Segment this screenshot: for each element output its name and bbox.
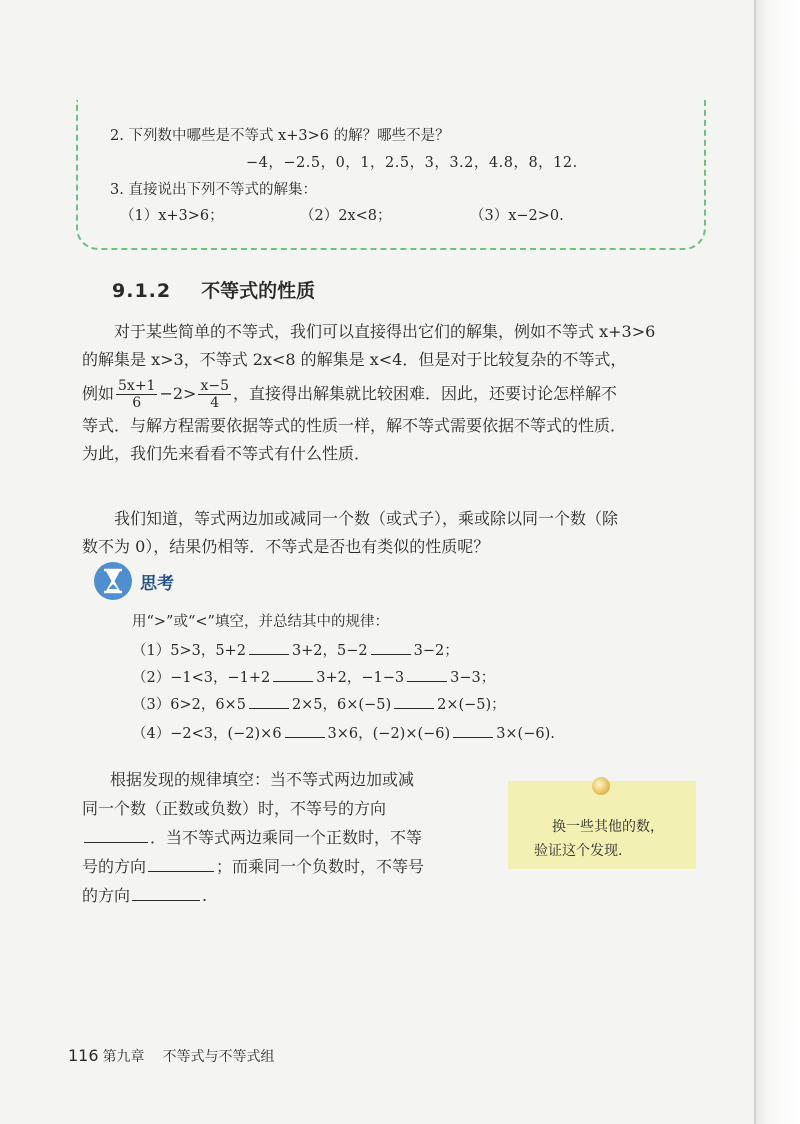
exercise-box: [76, 100, 706, 250]
fraction-denominator: 4: [210, 395, 220, 411]
section-number: 9.1.2: [112, 280, 172, 302]
text-fragment: 3×(−6).: [496, 726, 555, 742]
chapter-title: 不等式与不等式组: [162, 1049, 275, 1065]
fill-blank[interactable]: [371, 642, 411, 655]
fill-in-line: 根据发现的规律填空：当不等式两边加或减: [110, 770, 415, 789]
think-item: [132, 722, 555, 743]
fill-blank[interactable]: [285, 725, 325, 738]
text-fragment: ．当不等式两边乘同一个正数时，不等: [150, 828, 423, 847]
text-fragment: （2）−1<3，−1+2: [132, 670, 271, 686]
text-fragment: （1）5>3，5+2: [132, 643, 246, 659]
sticky-note: [508, 781, 696, 869]
fill-blank[interactable]: [132, 886, 200, 901]
fill-blank[interactable]: [453, 725, 493, 738]
fill-in-line: 同一个数（正数或负数）时，不等号的方向: [82, 799, 387, 818]
exercise-3-item: （3）x−2>0.: [470, 208, 564, 224]
page-footer: [68, 1046, 275, 1066]
think-item: [132, 639, 459, 660]
fill-blank[interactable]: [249, 696, 289, 709]
think-item: [132, 693, 506, 714]
note-line: 换一些其他的数，: [552, 819, 664, 835]
think-item: [132, 666, 495, 687]
think-hourglass-icon: [94, 562, 132, 600]
fraction: [116, 378, 157, 411]
fill-in-line: [82, 853, 424, 881]
fraction-numerator: 5x+1: [118, 378, 156, 394]
body-paragraph-line: 的解集是 x>3，不等式 2x<8 的解集是 x<4．但是对于比较复杂的不等式，: [82, 350, 627, 369]
text-fragment: 3+2，5−2: [291, 643, 368, 659]
fraction-denominator: 6: [132, 395, 142, 411]
text-fragment: 3+2，−1−3: [316, 670, 405, 686]
think-title: 思考: [140, 574, 174, 594]
exercise-3: 3. 直接说出下列不等式的解集：: [110, 182, 317, 198]
exercise-3-item: （1）x+3>6；: [120, 208, 224, 224]
body-paragraph-line: 对于某些简单的不等式，我们可以直接得出它们的解集，例如不等式 x+3>6: [114, 322, 656, 341]
page-number: 116: [68, 1046, 99, 1065]
section-heading: [112, 276, 315, 303]
text-fragment: 2×5，6×(−5): [291, 697, 392, 713]
text-fragment: （3）6>2，6×5: [132, 697, 246, 713]
text-fragment: 3−3；: [450, 670, 496, 686]
text-fragment: ，直接得出解集就比较困难．因此，还要讨论怎样解不: [233, 384, 618, 403]
fill-blank[interactable]: [407, 669, 447, 682]
exercise-3-item: （2）2x<8；: [300, 208, 392, 224]
fraction-numerator: x−5: [200, 378, 230, 394]
text-fragment: 3×6，(−2)×(−6): [327, 726, 451, 742]
text-fragment: −2>: [159, 384, 197, 403]
section-title: 不等式的性质: [201, 280, 316, 302]
note-text: [534, 815, 664, 863]
fill-blank[interactable]: [84, 828, 148, 843]
text-fragment: 例如: [82, 384, 115, 403]
exercise-2: 2. 下列数中哪些是不等式 x+3>6 的解？哪些不是？: [110, 128, 450, 144]
fill-blank[interactable]: [148, 857, 214, 872]
body-paragraph-line: 为此，我们先来看看不等式有什么性质．: [82, 444, 371, 463]
think-intro: 用“>”或“<”填空，并总结其中的规律：: [132, 614, 389, 630]
text-fragment: 2×(−5)；: [437, 697, 506, 713]
chapter-label: 第九章: [102, 1049, 145, 1065]
text-fragment: 3−2；: [413, 643, 459, 659]
exercise-3-items: [120, 204, 680, 225]
page-edge: [754, 0, 800, 1124]
fill-blank[interactable]: [394, 696, 434, 709]
exercise-2-values: −4，−2.5，0，1，2.5，3，3.2，4.8，8，12.: [246, 155, 578, 171]
fill-blank[interactable]: [249, 642, 289, 655]
text-fragment: （4）−2<3，(−2)×6: [132, 726, 282, 742]
fill-in-line: [82, 882, 207, 910]
text-fragment: 的方向: [82, 886, 131, 905]
text-fragment: .: [202, 886, 208, 905]
body-paragraph-line: 我们知道，等式两边加或减同一个数（或式子），乘或除以同一个数（除: [114, 509, 619, 528]
body-paragraph-line: 数不为 0），结果仍相等．不等式是否也有类似的性质呢？: [82, 537, 490, 556]
fill-blank[interactable]: [273, 669, 313, 682]
text-fragment: ；而乘同一个负数时，不等号: [216, 857, 425, 876]
note-line: 验证这个发现.: [534, 843, 623, 859]
fill-in-line: [82, 824, 422, 852]
body-paragraph-line-with-fractions: [82, 378, 702, 411]
text-fragment: 号的方向: [82, 857, 147, 876]
pushpin-icon: [592, 777, 610, 795]
fraction: [198, 378, 231, 411]
body-paragraph-line: 等式．与解方程需要依据等式的性质一样，解不等式需要依据不等式的性质．: [82, 416, 627, 435]
